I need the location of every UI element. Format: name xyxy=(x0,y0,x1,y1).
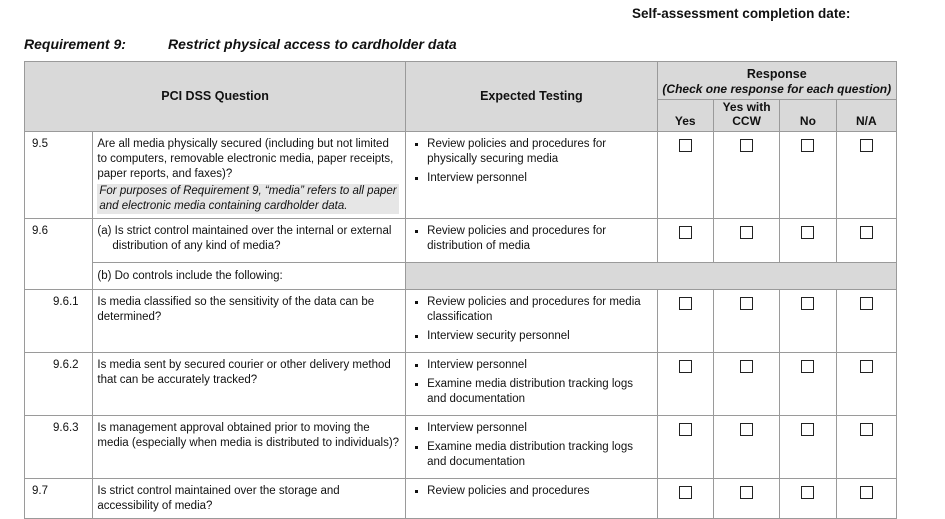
saq-table xyxy=(24,61,897,519)
response-subtitle: (Check one response for each question) xyxy=(662,82,892,96)
checkbox-na[interactable] xyxy=(860,423,873,436)
question-note: For purposes of Requirement 9, “media” refers to all paper and electronic media containing cardholder data. xyxy=(97,184,399,214)
question-body: Are all media physically secured (including but not limited to computers, removable electronic media, paper receipts, paper reports, and faxes)? xyxy=(97,138,394,180)
checkbox-no[interactable] xyxy=(801,360,814,373)
question-text: (a) Is strict control maintained over the internal or external distribution of any kind of media? xyxy=(93,219,406,263)
checkbox-no[interactable] xyxy=(801,139,814,152)
expected-testing xyxy=(406,479,657,519)
checkbox-yes[interactable] xyxy=(679,360,692,373)
checkbox-yes[interactable] xyxy=(679,139,692,152)
testing-item: Examine media distribution tracking logs and documentation xyxy=(410,440,650,470)
table-row xyxy=(25,353,897,416)
question-text xyxy=(93,132,406,219)
checkbox-yes-ccw[interactable] xyxy=(740,297,753,310)
testing-item: Review policies and procedures xyxy=(410,484,650,499)
testing-item: Examine media distribution tracking logs and documentation xyxy=(410,377,650,407)
table-row xyxy=(25,263,897,290)
question-number: 9.6 xyxy=(25,219,93,290)
question-number: 9.5 xyxy=(25,132,93,219)
checkbox-no[interactable] xyxy=(801,297,814,310)
option-yes: Yes xyxy=(657,100,713,132)
requirement-title: Restrict physical access to cardholder data xyxy=(168,36,457,52)
checkbox-no[interactable] xyxy=(801,486,814,499)
checkbox-yes[interactable] xyxy=(679,423,692,436)
testing-item: Interview security personnel xyxy=(410,329,650,344)
question-number: 9.7 xyxy=(25,479,93,519)
table-row xyxy=(25,290,897,353)
checkbox-yes-ccw[interactable] xyxy=(740,423,753,436)
header-testing: Expected Testing xyxy=(406,62,657,132)
question-number: 9.6.1 xyxy=(25,290,93,353)
question-text: Is media classified so the sensitivity of the data can be determined? xyxy=(93,290,406,353)
option-no: No xyxy=(780,100,836,132)
table-row xyxy=(25,219,897,263)
testing-item: Review policies and procedures for physically securing media xyxy=(410,137,650,167)
checkbox-yes[interactable] xyxy=(679,486,692,499)
expected-testing xyxy=(406,416,657,479)
expected-testing xyxy=(406,219,657,263)
option-na: N/A xyxy=(836,100,896,132)
expected-testing xyxy=(406,132,657,219)
testing-item: Review policies and procedures for distribution of media xyxy=(410,224,650,254)
question-number: 9.6.2 xyxy=(25,353,93,416)
testing-item: Interview personnel xyxy=(410,171,650,186)
checkbox-yes[interactable] xyxy=(679,297,692,310)
shaded-cell xyxy=(406,263,897,290)
question-number: 9.6.3 xyxy=(25,416,93,479)
testing-item: Review policies and procedures for media classification xyxy=(410,295,650,325)
checkbox-no[interactable] xyxy=(801,226,814,239)
checkbox-yes[interactable] xyxy=(679,226,692,239)
requirement-number: Requirement 9: xyxy=(24,36,126,52)
testing-item: Interview personnel xyxy=(410,358,650,373)
testing-item: Interview personnel xyxy=(410,421,650,436)
option-yes-ccw: Yes with CCW xyxy=(713,100,779,132)
checkbox-yes-ccw[interactable] xyxy=(740,139,753,152)
table-row xyxy=(25,479,897,519)
checkbox-na[interactable] xyxy=(860,297,873,310)
checkbox-yes-ccw[interactable] xyxy=(740,226,753,239)
checkbox-no[interactable] xyxy=(801,423,814,436)
expected-testing xyxy=(406,290,657,353)
table-row xyxy=(25,416,897,479)
table-row xyxy=(25,132,897,219)
expected-testing xyxy=(406,353,657,416)
checkbox-na[interactable] xyxy=(860,139,873,152)
question-text: (b) Do controls include the following: xyxy=(93,263,406,290)
question-text: Is strict control maintained over the storage and accessibility of media? xyxy=(93,479,406,519)
checkbox-yes-ccw[interactable] xyxy=(740,360,753,373)
question-text: Is management approval obtained prior to moving the media (especially when media is distributed to individuals)? xyxy=(93,416,406,479)
checkbox-na[interactable] xyxy=(860,486,873,499)
header-question: PCI DSS Question xyxy=(25,62,406,132)
checkbox-yes-ccw[interactable] xyxy=(740,486,753,499)
header-response xyxy=(657,62,896,100)
question-text: Is media sent by secured courier or other delivery method that can be accurately tracked? xyxy=(93,353,406,416)
checkbox-na[interactable] xyxy=(860,360,873,373)
response-title: Response xyxy=(746,67,807,81)
completion-date-label: Self-assessment completion date: xyxy=(632,6,851,21)
checkbox-na[interactable] xyxy=(860,226,873,239)
requirement-heading xyxy=(24,36,457,52)
